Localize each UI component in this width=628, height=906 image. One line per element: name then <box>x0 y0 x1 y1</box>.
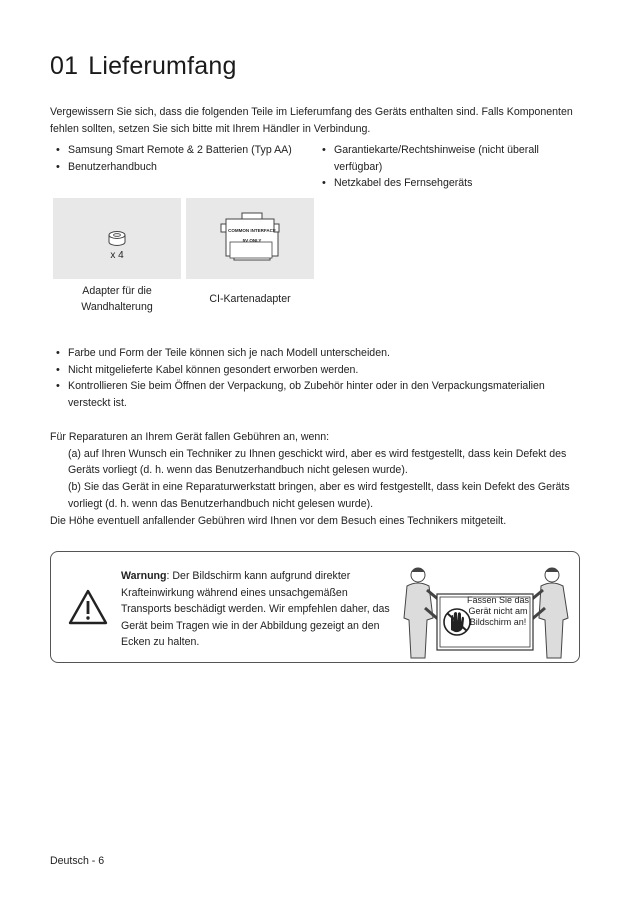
list-item: • Netzkabel des Fernsehgeräts <box>320 175 560 192</box>
list-item: • Samsung Smart Remote & 2 Batterien (Typ AA) <box>54 142 314 159</box>
accessory-image-ci-card <box>186 198 314 279</box>
warning-body: : Der Bildschirm kann aufgrund direkter Krafteinwirkung während eines unsachgemäßen Transports beschädigt werden. Wir empfehlen daher, das Gerät beim Tragen wie in der Abbildung gezeigt an den Ecken zu halten. <box>121 570 390 648</box>
intro-text: Vergewissern Sie sich, dass die folgenden Teile im Lieferumfang des Geräts enthalten sind. Falls Komponenten fehlen sollten, setzen Sie sich bitte mit Ihrem Händler in Verbindung. <box>50 106 573 135</box>
accessory-quantity: x 4 <box>110 250 124 261</box>
repairs-item: (a) auf Ihren Wunsch ein Techniker zu Ihnen geschickt wird, aber es wird festgestellt, dass kein Defekt des Geräts vorliegt (d. h. wenn das Benutzerhandbuch nicht gelesen wurde). <box>68 447 567 477</box>
ci-card-label-line: COMMON INTERFACE <box>228 228 276 233</box>
accessory-image-wall-mount <box>53 198 181 279</box>
list-item: • Kontrollieren Sie beim Öffnen der Verpackung, ob Zubehör hinter oder in den Verpackungsmaterialien versteckt ist. <box>54 378 574 411</box>
warning-label: Warnung <box>121 570 167 582</box>
section-title: Lieferumfang <box>88 52 237 80</box>
contents-list-right <box>320 142 560 192</box>
accessory-caption: Adapter für die Wandhalterung <box>81 285 153 313</box>
page-title <box>50 52 237 81</box>
list-item: • Farbe und Form der Teile können sich je nach Modell unterscheiden. <box>54 345 574 362</box>
contents-list-left <box>54 142 314 175</box>
warning-sign-text: Fassen Sie das Gerät nicht am Bildschirm an! <box>466 595 530 627</box>
repairs-section <box>50 429 590 529</box>
warning-text <box>121 568 391 651</box>
list-item: • Nicht mitgelieferte Kabel können gesondert erworben werden. <box>54 362 574 379</box>
accessory-caption: CI-Kartenadapter <box>209 293 291 305</box>
repairs-item: (b) Sie das Gerät in eine Reparaturwerkstatt bringen, aber es wird festgestellt, dass kein Defekt des Geräts vorliegt (d. h. wenn das Benutzerhandbuch nicht gelesen wurde). <box>68 481 570 510</box>
ci-card-label-line: 5V ONLY <box>242 238 262 243</box>
wall-mount-adapter-icon <box>53 198 181 279</box>
repairs-intro: Für Reparaturen an Ihrem Gerät fallen Gebühren an, wenn: <box>50 431 330 443</box>
page-footer: Deutsch - 6 <box>50 855 105 867</box>
notes-list <box>54 345 574 411</box>
repairs-outro: Die Höhe eventuell anfallender Gebühren wird Ihnen vor dem Besuch eines Technikers mitgeteilt. <box>50 514 507 527</box>
list-item: • Garantiekarte/Rechtshinweise (nicht überall verfügbar) <box>320 142 560 175</box>
list-item: • Benutzerhandbuch <box>54 159 314 176</box>
warning-triangle-icon <box>68 588 108 626</box>
section-number: 01 <box>50 52 79 80</box>
